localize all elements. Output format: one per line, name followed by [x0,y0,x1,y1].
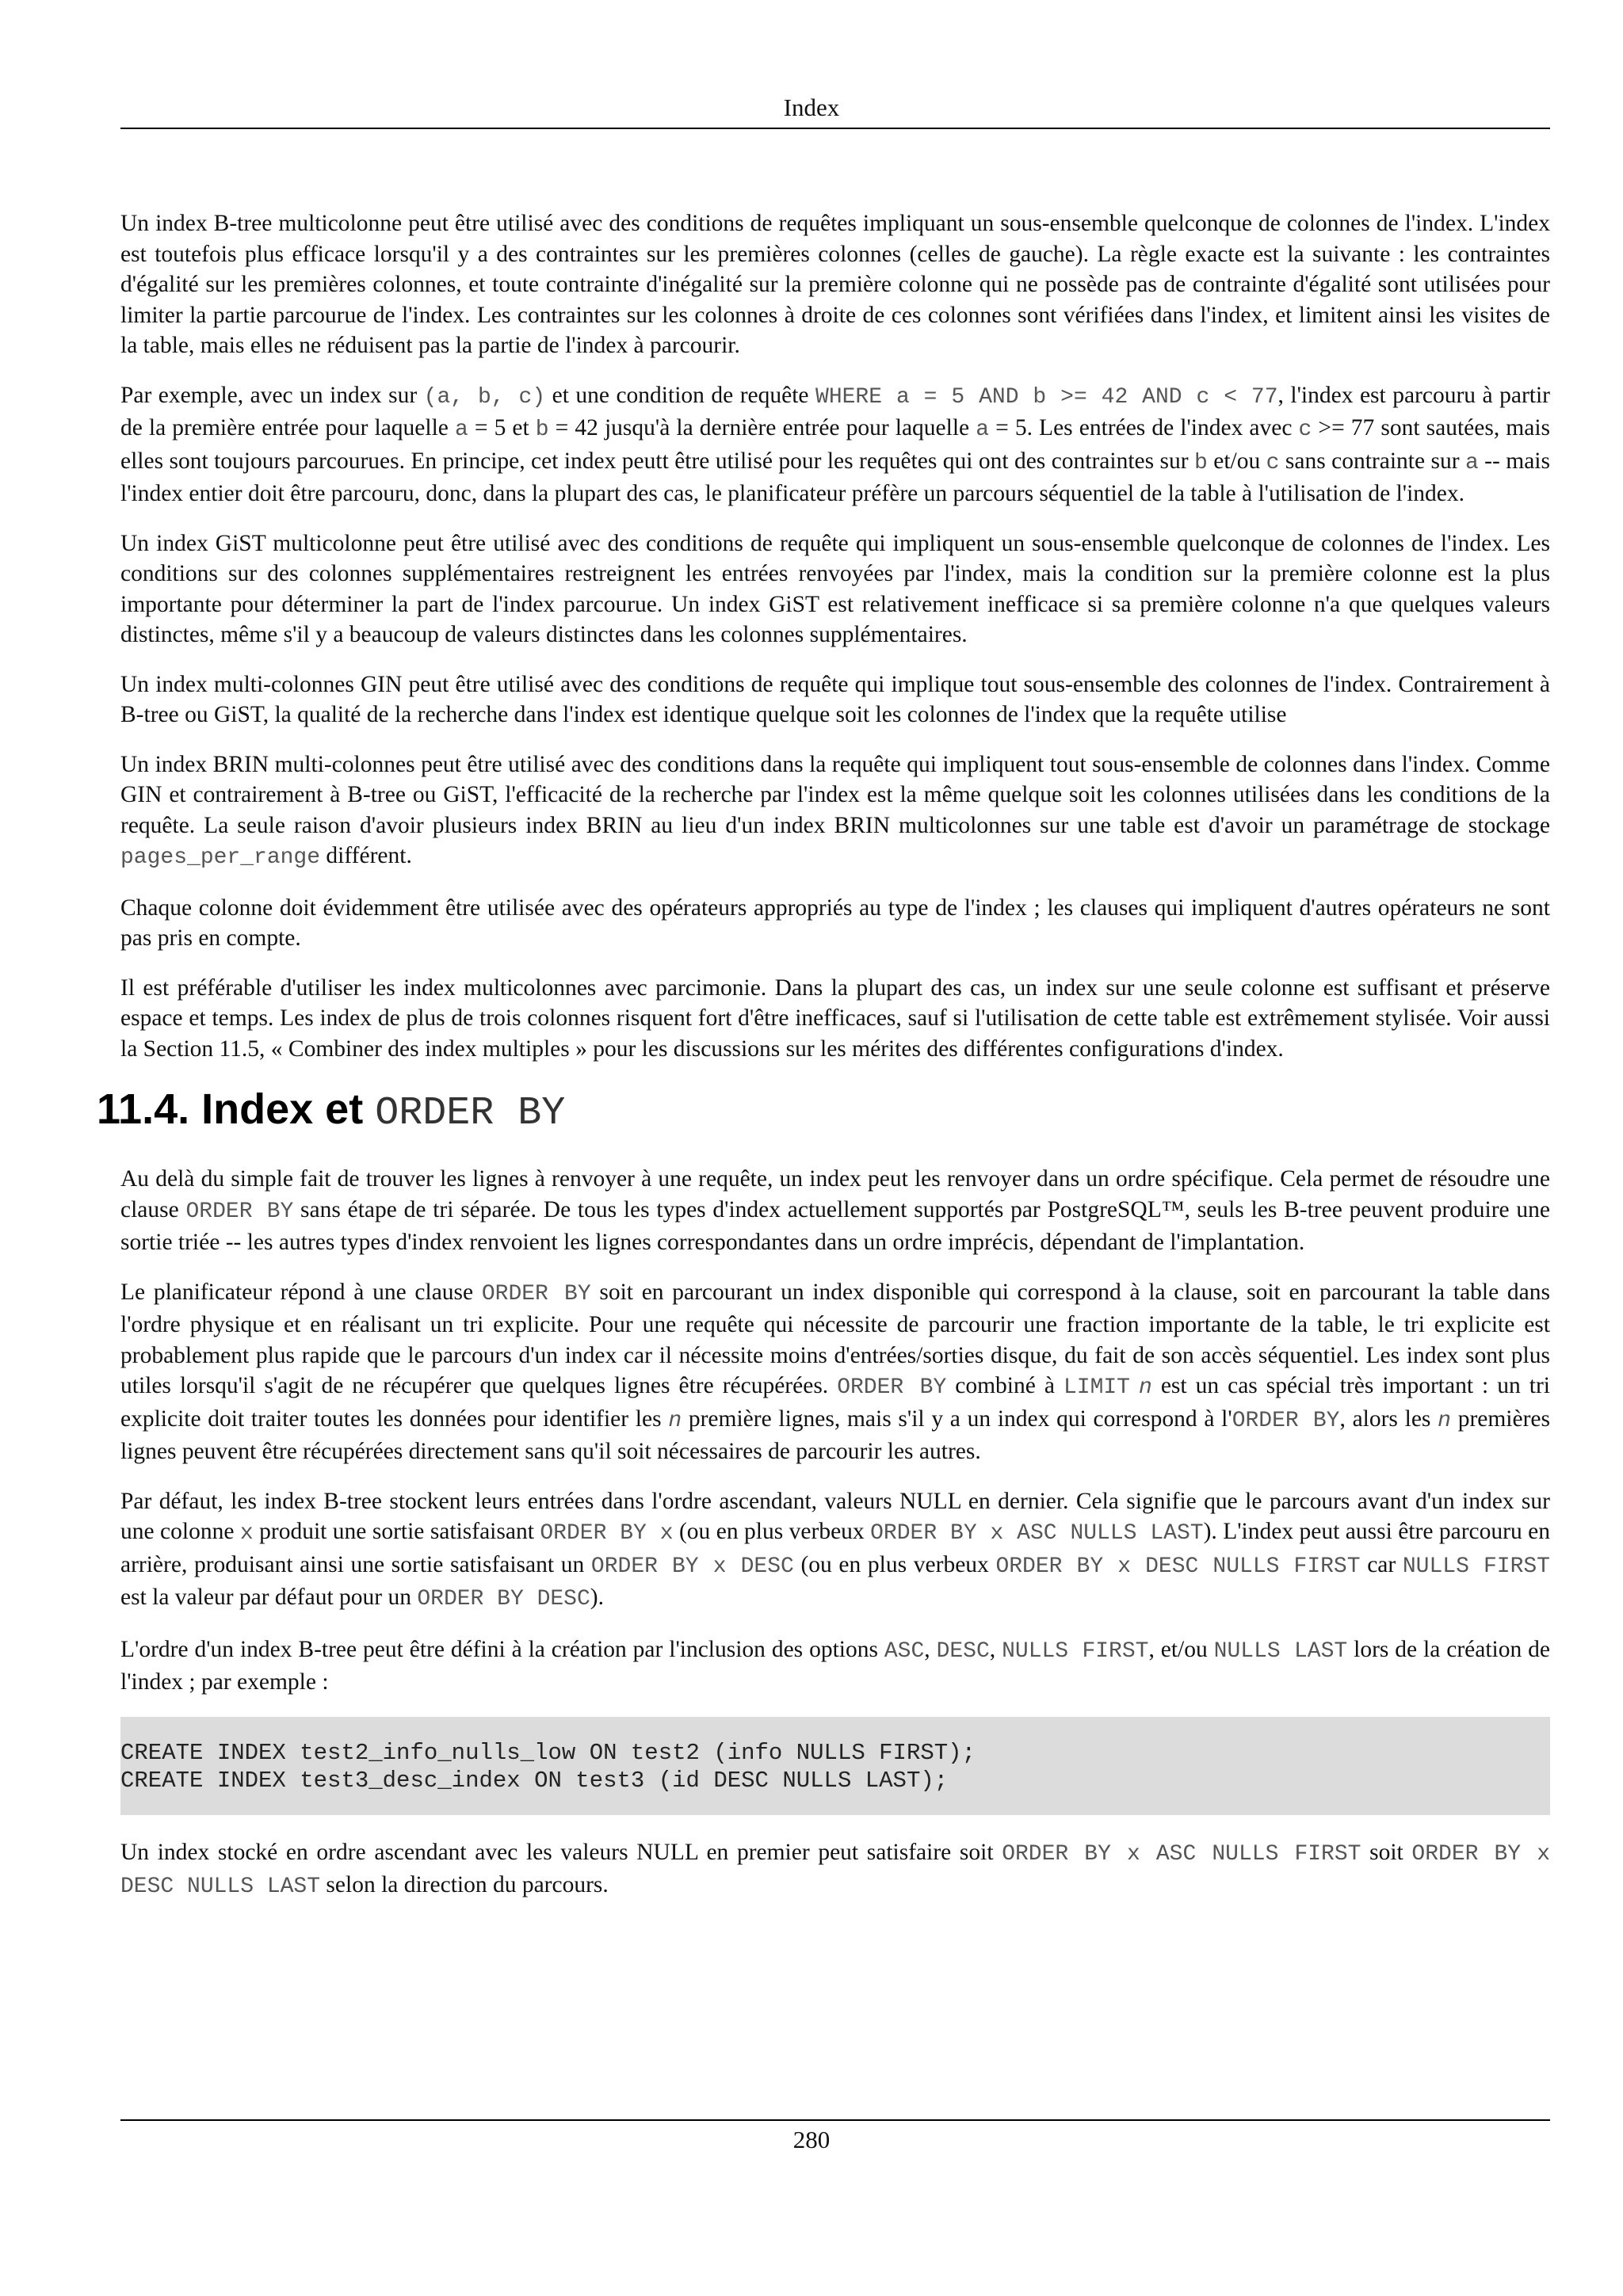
paragraph-text: différent. [320,843,412,868]
inline-code: NULLS FIRST [1402,1554,1550,1579]
paragraph-text: combiné à [946,1373,1064,1398]
paragraph-text: produit une sortie satisfaisant [253,1519,540,1544]
inline-code: pages_per_range [120,845,321,870]
page-number: 280 [792,2126,831,2153]
paragraph-text: Il est préférable d'utiliser les index multicolonnes avec parcimonie. Dans la plupart des cas, un index sur une seule colonne est suffisant et préserve espace et temps. Les index de plus de trois colonnes risquent fort d'être inefficaces, sauf si l'utilisation de cette table est extrêmement stylisée. Voir aussi la Section 11.5, « Combiner des index multiples » pour les discussions sur les mérites des différentes configurations d'index. [120,974,1550,1062]
inline-code: ORDER BY [185,1199,294,1224]
paragraph-text: car [1360,1551,1403,1577]
paragraph-text: , et/ou [1148,1636,1214,1662]
paragraph-text: , [924,1636,937,1662]
header-rule [120,128,1550,129]
replaceable-variable: n [668,1408,682,1433]
paragraph-text: = 5. Les entrées de l'index avec [989,415,1299,441]
paragraph-text: sans étape de tri séparée. De tous les types d'index actuellement supportés par PostgreSQL™, seuls les B-tree peuvent produire une sortie triée -- les autres types d'index renvoient les lignes correspondantes dans un ordre imprécis, dépendant de l'implantation. [120,1196,1550,1255]
inline-code: ORDER BY [837,1375,947,1400]
paragraphs-after-section [120,1164,1550,1698]
inline-code: WHERE a = 5 AND b >= 42 AND c < 77 [815,384,1278,410]
paragraph-text: Un index GiST multicolonne peut être utilisé avec des conditions de requête qui impliquent un sous-ensemble quelconque de colonnes de l'index. Les conditions sur des colonnes supplémentaires restreignent les entrées renvoyées par l'index, mais la condition sur la première colonne est la plus importante pour déterminer la part de l'index parcourue. Un index GiST est relativement inefficace si sa première colonne n'a que quelques valeurs distinctes, même s'il y a beaucoup de valeurs distinctes dans les colonnes supplémentaires. [120,530,1550,647]
paragraph-text: première lignes, mais s'il y a un index qui correspond à l' [682,1405,1232,1432]
page-content [97,208,1551,1922]
inline-code: ORDER BY x DESC [590,1554,794,1579]
paragraph-text: , l'index est parcouru à partir de la première entrée pour laquelle [120,382,1550,441]
paragraph-text: sans contrainte sur [1279,448,1465,474]
paragraph-text: Un index BRIN multi-colonnes peut être utilisé avec des conditions dans la requête qui impliquent tout sous-ensemble de colonnes dans l'index. Comme GIN et contrairement à B-tree ou GiST, l'efficacité de la recherche par l'index est la même quelque soit les colonnes utilisées dans les conditions de la requête. La seule raison d'avoir plusieurs index BRIN au lieu d'un index BRIN multicolonnes sur une table est d'avoir un paramétrage de stockage [120,751,1550,838]
replaceable-variable: n [1438,1408,1451,1433]
paragraph-text: lors de la création de l'index ; par exemple : [120,1636,1551,1695]
paragraph [120,1486,1550,1615]
paragraph [120,1634,1550,1698]
paragraph-text: ). [590,1585,604,1610]
paragraph [120,208,1550,361]
paragraph-text: = 42 jusqu'à la dernière entrée pour laquelle [548,415,976,441]
paragraph-text: >= 77 sont sautées, mais elles sont toujours parcourues. En principe, cet index peutt être utilisé pour les requêtes qui ont des contraintes sur [120,415,1550,474]
paragraphs-after-code [120,1837,1550,1903]
paragraph-text: et une condition de requête [545,382,816,408]
inline-code: ORDER BY x DESC NULLS LAST [120,1841,1550,1899]
paragraph-text [1130,1373,1139,1398]
paragraph-text: (ou en plus verbeux [793,1551,996,1577]
paragraph-text: selon la direction du parcours. [320,1872,609,1897]
paragraph [120,528,1550,650]
paragraph [120,1277,1550,1467]
inline-code: b [1194,450,1208,475]
paragraph-text: Un index multi-colonnes GIN peut être utilisé avec des conditions de requête qui implique tout sous-ensemble des colonnes de l'index. Contrairement à B-tree ou GiST, la qualité de la recherche dans l'index est identique quelque soit les colonnes de l'index que la requête utilise [120,671,1550,727]
paragraph [120,973,1550,1065]
inline-code: ORDER BY DESC [417,1587,590,1611]
inline-code: c [1266,450,1280,475]
paragraph-text: (ou en plus verbeux [673,1519,871,1544]
inline-code: a [454,418,468,442]
section-heading-code: ORDER BY [375,1091,566,1136]
inline-code: DESC [936,1638,990,1664]
inline-code: ORDER BY x DESC NULLS FIRST [995,1554,1361,1579]
paragraph [120,749,1550,874]
inline-code: c [1298,418,1312,442]
paragraph-text: Un index stocké en ordre ascendant avec les valeurs NULL en premier peut satisfaire soit [120,1839,1002,1865]
footer-rule [120,2119,1550,2121]
inline-code: NULLS FIRST [1002,1638,1149,1664]
inline-code: NULLS LAST [1213,1638,1348,1664]
inline-code: a [976,418,990,442]
paragraph [120,1837,1550,1903]
paragraph-text: Chaque colonne doit évidemment être utilisée avec des opérateurs appropriés au type de l'index ; les clauses qui impliquent d'autres opérateurs ne sont pas pris en compte. [120,894,1550,951]
running-header: Index [783,93,840,121]
inline-code: LIMIT [1063,1375,1130,1400]
inline-code: (a, b, c) [423,384,546,410]
paragraph-text: soit [1361,1839,1412,1865]
paragraph-text: et/ou [1207,448,1266,474]
paragraph-text: est un cas spécial très important : un tri explicite doit traiter toutes les données pour identifier les [120,1373,1550,1432]
paragraphs-before-section [120,208,1550,1064]
paragraph-text: L'ordre d'un index B-tree peut être défini à la création par l'inclusion des options [120,1636,884,1662]
paragraph-text: Au delà du simple fait de trouver les lignes à renvoyer à une requête, un index peut les renvoyer dans un ordre spécifique. Cela permet de résoudre une clause [120,1166,1550,1222]
inline-code: a [1465,450,1479,475]
section-heading-text: 11.4. Index et [97,1085,376,1133]
paragraph-text: = 5 et [468,415,536,441]
inline-code: ORDER BY x ASC NULLS FIRST [1002,1841,1361,1867]
paragraph-text: , alors les [1339,1405,1438,1432]
replaceable-variable: n [1139,1375,1152,1400]
paragraph-text: Un index B-tree multicolonne peut être utilisé avec des conditions de requêtes impliquant un sous-ensemble quelconque de colonnes de l'index. L'index est toutefois plus efficace lorsqu'il y a des contraintes sur les premières colonnes (celles de gauche). La règle exacte est la suivante : les contraintes d'égalité sur les premières colonnes, et toute contrainte d'inégalité sur la première colonne qui ne possède pas de contrainte d'égalité sont utilisées pour limiter la partie parcourue de l'index. Les contraintes sur les colonnes à droite de ces colonnes sont vérifiées dans l'index, et limitent ainsi les visites de la table, mais elles ne réduisent pas la partie de l'index à parcourir. [120,211,1550,358]
paragraph-text: est la valeur par défaut pour un [120,1585,418,1610]
paragraph-text: , [989,1636,1002,1662]
paragraph-text: premières lignes peuvent être récupérées directement sans qu'il soit nécessaires de parcourir les autres. [120,1405,1550,1464]
inline-code: x [239,1521,254,1546]
paragraph-text: Le planificateur répond à une clause [120,1279,482,1305]
section-heading [97,1083,1526,1140]
paragraph-text: Par exemple, avec un index sur [120,382,424,408]
inline-code: ORDER BY [481,1281,591,1306]
paragraph [120,669,1550,730]
inline-code: b [535,418,549,442]
inline-code: ORDER BY x ASC NULLS LAST [870,1521,1204,1546]
inline-code: ORDER BY [1232,1408,1340,1433]
paragraph [120,1164,1550,1258]
code-example: CREATE INDEX test2_info_nulls_low ON test2 (info NULLS FIRST); CREATE INDEX test3_desc_index ON test3 (id DESC NULLS LAST); [120,1717,1550,1815]
paragraph [120,893,1550,954]
paragraph-text: -- mais l'index entier doit être parcouru, donc, dans la plupart des cas, le planificateur préfère un parcours séquentiel de la table à l'utilisation de l'index. [120,448,1550,506]
paragraph-text: Par défaut, les index B-tree stockent leurs entrées dans l'ordre ascendant, valeurs NULL en dernier. Cela signifie que le parcours avant d'un index sur une colonne [120,1488,1550,1544]
inline-code: ORDER BY x [540,1521,674,1546]
paragraph-text: soit en parcourant un index disponible qui correspond à la clause, soit en parcourant la table dans l'ordre physique et en réalisant un tri explicite. Pour une requête qui nécessite de parcourir une fraction importante de la table, le tri explicite est probablement plus rapide que le parcours d'un index car il nécessite moins d'entrées/sorties disque, du fait de son accès séquentiel. Les index sont plus utiles lorsqu'il s'agit de ne récupérer que quelques lignes être récupérées. [120,1279,1551,1398]
paragraph [120,380,1550,509]
inline-code: ASC [884,1638,925,1664]
paragraph-text: ). L'index peut aussi être parcouru en arrière, produisant ainsi une sortie satisfaisant un [120,1519,1550,1577]
